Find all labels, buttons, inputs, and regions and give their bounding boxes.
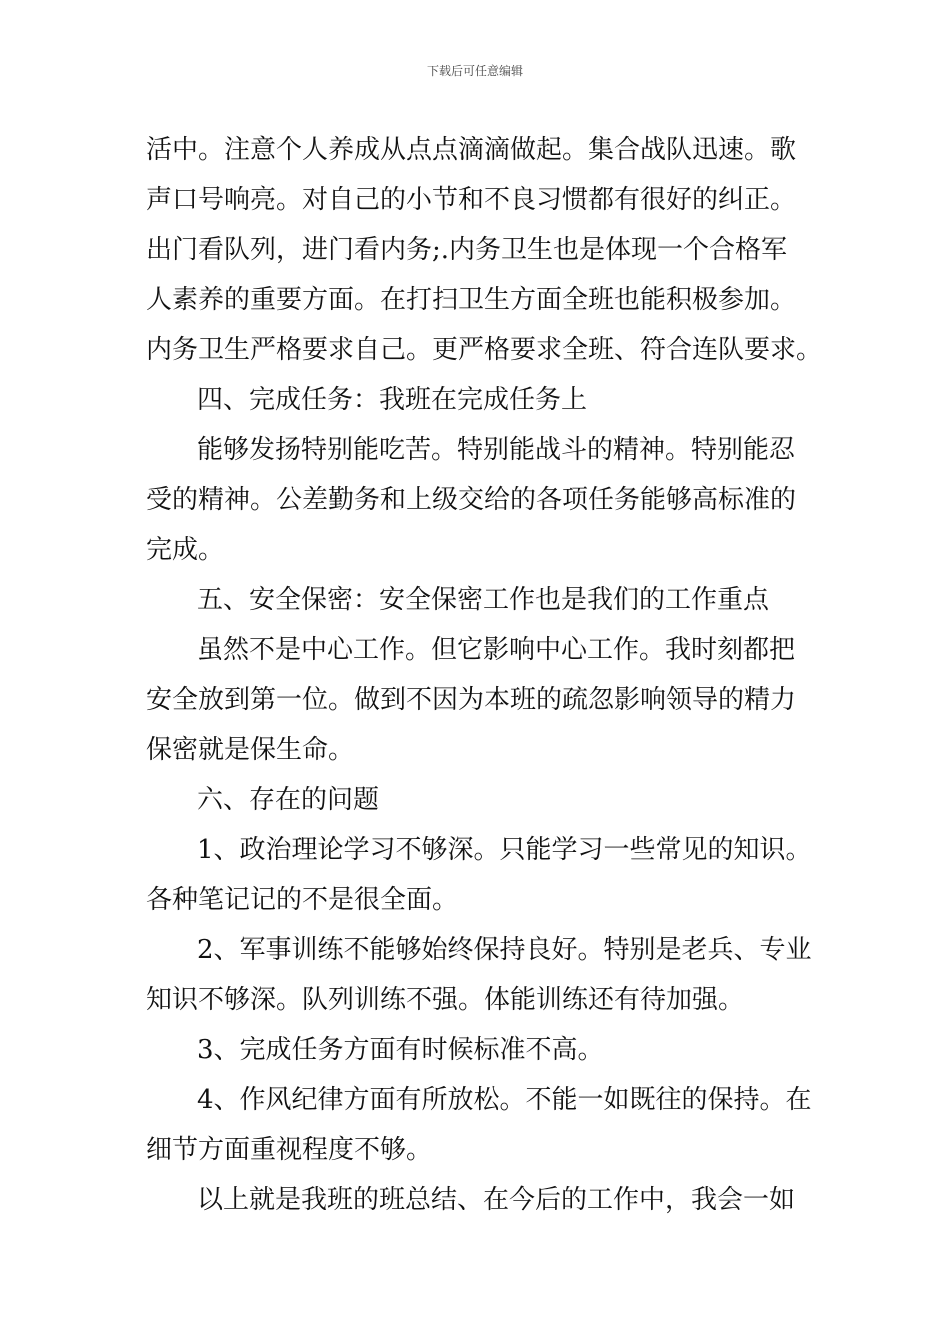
paragraph-start: 能够发扬特别能吃苦。特别能战斗的精神。特别能忍	[197, 435, 796, 465]
text-line: 知识不够深。队列训练不强。体能训练还有待加强。	[146, 985, 745, 1015]
paragraph-start: 虽然不是中心工作。但它影响中心工作。我时刻都把	[197, 635, 796, 665]
list-item: 2、军事训练不能够始终保持良好。特别是老兵、专业	[197, 935, 812, 965]
paragraph-start: 以上就是我班的班总结、在今后的工作中，我会一如	[197, 1185, 796, 1215]
text-line: 活中。注意个人养成从点点滴滴做起。集合战队迅速。歌	[146, 135, 797, 165]
text-line: 各种笔记记的不是很全面。	[146, 885, 459, 915]
text-line: 完成。	[146, 535, 225, 565]
text-line: 内务卫生严格要求自己。更严格要求全班、符合连队要求。	[146, 335, 823, 365]
text-line: 细节方面重视程度不够。	[146, 1135, 433, 1165]
text-line: 声口号响亮。对自己的小节和不良习惯都有很好的纠正。	[146, 185, 797, 215]
list-item: 4、作风纪律方面有所放松。不能一如既往的保持。在	[197, 1085, 812, 1115]
section-heading: 五、安全保密：安全保密工作也是我们的工作重点	[197, 585, 770, 615]
text-line: 出门看队列，进门看内务;.内务卫生也是体现一个合格军	[146, 235, 788, 265]
text-line: 安全放到第一位。做到不因为本班的疏忽影响领导的精力	[146, 685, 797, 715]
section-heading: 四、完成任务：我班在完成任务上	[197, 385, 588, 415]
section-heading: 六、存在的问题	[197, 785, 380, 815]
page-header: 下载后可任意编辑	[426, 64, 523, 78]
list-item: 3、完成任务方面有时候标准不高。	[197, 1035, 604, 1065]
text-line: 保密就是保生命。	[146, 735, 355, 765]
list-item: 1、政治理论学习不够深。只能学习一些常见的知识。	[197, 835, 812, 865]
text-line: 受的精神。公差勤务和上级交给的各项任务能够高标准的	[146, 485, 797, 515]
text-line: 人素养的重要方面。在打扫卫生方面全班也能积极参加。	[146, 285, 797, 315]
